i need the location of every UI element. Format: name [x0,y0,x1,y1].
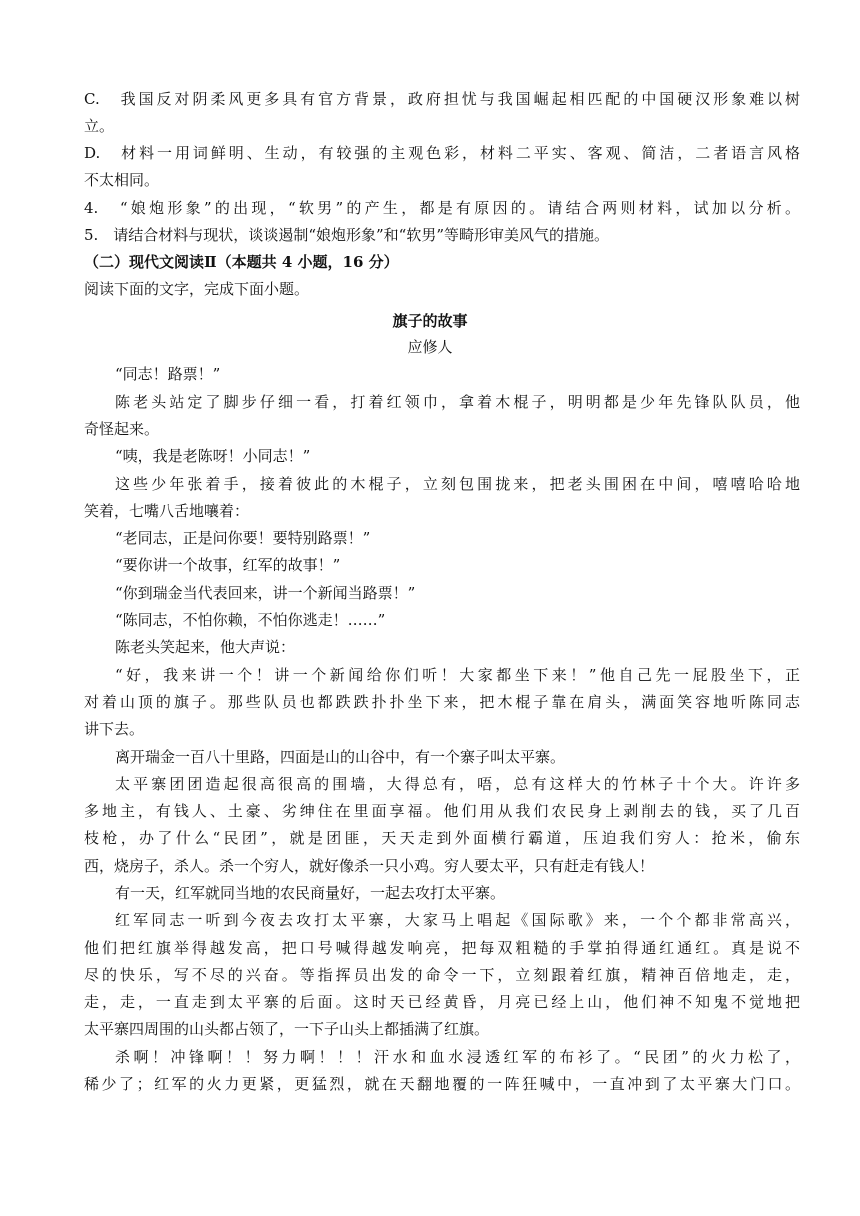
story-line: 尽的快乐，写不尽的兴奋。等指挥员出发的命令一下，立刻跟着红旗，精神百倍地走，走， [84,966,800,984]
option-d-line1: D. 材料一用词鲜明、生动，有较强的主观色彩，材料二平实、客观、简洁，二者语言风格 [84,144,800,162]
story-line: 笑着，七嘴八舌地嚷着： [84,502,250,520]
section-heading: （二）现代文阅读Ⅱ（本题共 4 小题，16 分） [84,253,399,271]
story-line: “同志！路票！” [115,365,221,383]
story-line: 杀啊！冲锋啊！！努力啊！！！汗水和血水浸透红军的布衫了。“民团”的火力松了， [115,1048,800,1066]
story-line: 稀少了；红军的火力更紧，更猛烈，就在天翻地覆的一阵狂喊中，一直冲到了太平寨大门口。 [84,1075,800,1093]
story-line: “陈同志，不怕你赖，不怕你逃走！……” [115,611,386,629]
option-c-line2: 立。 [84,117,115,135]
story-line: 奇怪起来。 [84,420,160,438]
story-line: 太平寨团团造起很高很高的围墙，大得总有，唔，总有这样大的竹林子十个大。许许多 [115,775,800,793]
story-line: “咦，我是老陈呀！小同志！” [115,447,311,465]
story-line: 走，走，一直走到太平寨的后面。这时天已经黄昏，月亮已经上山，他们神不知鬼不觉地把 [84,993,800,1011]
story-line: 陈老头笑起来，他大声说： [115,638,296,656]
story-line: 陈老头站定了脚步仔细一看，打着红领巾，拿着木棍子，明明都是少年先锋队队员，他 [115,393,800,411]
story-line: 西，烧房子，杀人。杀一个穷人，就好像杀一只小鸡。穷人要太平，只有赶走有钱人！ [84,857,655,875]
question-4: 4. “娘炮形象”的出现，“软男”的产生，都是有原因的。请结合两则材料，试加以分析。 [84,199,800,217]
question-5: 5. 请结合材料与现状，谈谈遏制“娘炮形象”和“软男”等畸形审美风气的措施。 [84,226,609,244]
story-line: 枝枪，办了什么“民团”，就是团匪，天天走到外面横行霸道，压迫我们穷人：抢米，偷东 [84,829,800,847]
story-line: “要你讲一个故事，红军的故事！” [115,556,341,574]
story-line: 这些少年张着手，接着彼此的木棍子，立刻包围拢来，把老头围困在中间，嘻嘻哈哈地 [115,475,800,493]
story-line: “老同志，正是问你要！要特别路票！” [115,529,371,547]
story-line: 多地主，有钱人、土豪、劣绅住在里面享福。他们用从我们农民身上剥削去的钱，买了几百 [84,802,800,820]
story-line: 离开瑞金一百八十里路，四面是山的山谷中，有一个寨子叫太平寨。 [115,748,566,766]
reading-instruction: 阅读下面的文字，完成下面小题。 [84,280,310,298]
story-line: “好，我来讲一个！讲一个新闻给你们听！大家都坐下来！”他自己先一屁股坐下，正 [115,666,800,684]
story-line: 他们把红旗举得越发高，把口号喊得越发响亮，把每双粗糙的手掌拍得通红通红。真是说不 [84,939,800,957]
story-line: “你到瑞金当代表回来，讲一个新闻当路票！” [115,584,416,602]
story-title: 旗子的故事 [392,312,468,330]
story-line: 讲下去。 [84,720,145,738]
story-line: 对着山顶的旗子。那些队员也都跌跌扑扑坐下来，把木棍子靠在肩头，满面笑容地听陈同志 [84,693,800,711]
story-line: 有一天，红军就同当地的农民商量好，一起去攻打太平寨。 [115,884,506,902]
story-line: 太平寨四周围的山头都占领了，一下子山头上都插满了红旗。 [84,1020,490,1038]
option-d-line2: 不太相同。 [84,171,160,189]
story-line: 红军同志一听到今夜去攻打太平寨，大家马上唱起《国际歌》来，一个个都非常高兴， [115,911,800,929]
option-c-line1: C. 我国反对阴柔风更多具有官方背景，政府担忧与我国崛起相匹配的中国硬汉形象难以树 [84,90,800,108]
story-author: 应修人 [407,338,453,356]
